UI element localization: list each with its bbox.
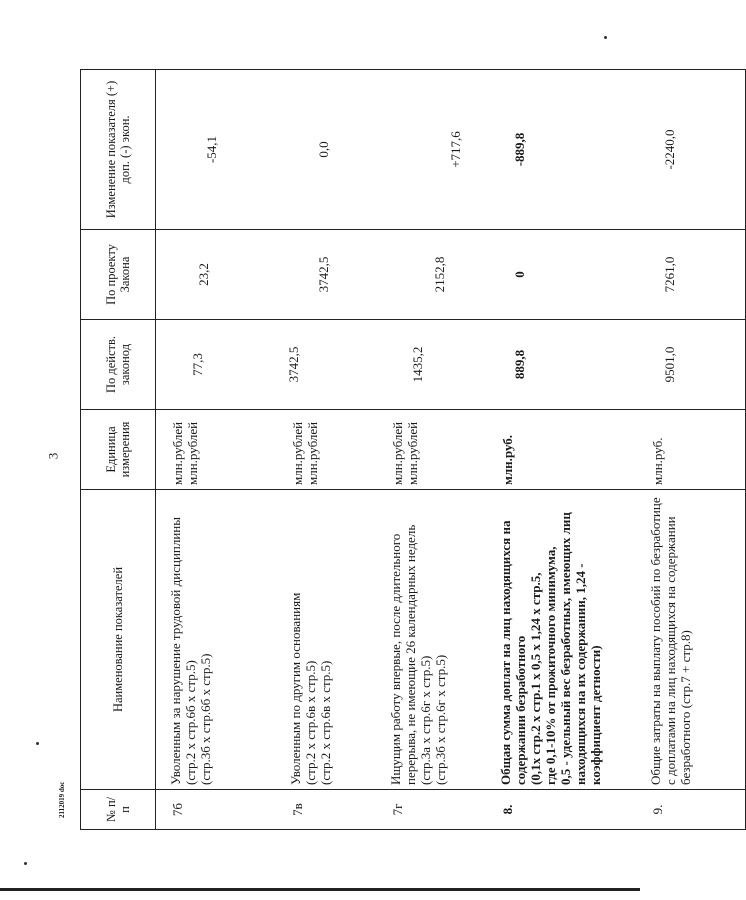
row-name-line: безработного (стр.7 + стр.8) (677, 630, 693, 785)
row-name-line: Уволенным за нарушение трудовой дисциплины (168, 517, 183, 785)
row-number: 7в (276, 790, 376, 830)
row-current: 3742,5 (276, 320, 376, 410)
row-current: 77,3 (156, 320, 276, 410)
row-name-line: содержании безработного (512, 635, 528, 785)
row-unit-line: млн.рублей (289, 421, 305, 485)
row-name (636, 490, 746, 790)
header-current: По действ. законод (81, 320, 156, 410)
row-name-line: (стр.2 х стр.6в х стр.5) (302, 660, 318, 785)
row-name (156, 490, 276, 790)
row-change: -889,8 (486, 70, 636, 230)
row-name-line: (стр.3б х стр.6г х стр.5) (432, 654, 448, 785)
document-code: 2112019 doc (58, 781, 66, 818)
row-name-line: (0,1х стр.2 х стр.1 х 0,5 х 1,24 х стр.5, (527, 572, 543, 785)
row-current: 1435,2 (376, 320, 486, 410)
row-unit (156, 410, 276, 490)
row-project: 7261,0 (636, 230, 746, 320)
row-name-line: Уволенным по другим основаниям (287, 592, 303, 785)
table-body (156, 70, 746, 830)
row-change: 0,0 (276, 70, 376, 230)
row-name-line: 0,5 - удельный вес безработных, имеющих лиц (557, 512, 573, 785)
header-unit: Единица измерения (81, 410, 156, 490)
header-row (81, 70, 156, 830)
row-unit-line: млн.руб. (499, 434, 515, 485)
header-project: По проекту Закона (81, 230, 156, 320)
row-change: -2240,0 (636, 70, 746, 230)
table-row (376, 70, 486, 830)
row-number: 7б (156, 790, 276, 830)
row-unit (276, 410, 376, 490)
row-project: 3742,5 (276, 230, 376, 320)
row-change: +717,6 (376, 70, 486, 230)
table-row (276, 70, 376, 830)
row-unit-line: млн.рублей (170, 421, 185, 485)
header-change: Изменение показателя (+) доп. (-) экон. (81, 70, 156, 230)
table-row (636, 70, 746, 830)
row-name-line: (стр.3б х стр.6б х стр.5) (198, 653, 213, 785)
row-number: 7г (376, 790, 486, 830)
row-name (376, 490, 486, 790)
page-number: 3 (45, 452, 61, 460)
row-name-line: коэффициент детности) (587, 645, 603, 785)
budget-table (80, 69, 746, 830)
row-current: 9501,0 (636, 320, 746, 410)
row-name-line: Общие затраты на выплату пособий по безработице (647, 497, 663, 785)
row-name-line: находящихся на их содержании, 1,24 - (572, 563, 588, 785)
row-project: 23,2 (156, 230, 276, 320)
rotated-table-container (80, 70, 693, 830)
row-name-line: (стр.2 х стр.6б х стр.5) (183, 660, 198, 785)
row-name-line: (стр.2 х стр.6в х стр.5) (317, 660, 333, 785)
row-unit (486, 410, 636, 490)
table-row (156, 70, 276, 830)
header-num: № п/п (81, 790, 156, 830)
bottom-rule (0, 888, 640, 891)
row-name (486, 490, 636, 790)
row-unit-line: млн.рублей (185, 421, 200, 485)
row-unit-line: млн.руб. (649, 437, 665, 485)
header-name: Наименование показателей (81, 490, 156, 790)
row-name-line: перерыва, не имеющие 26 календарных недель (402, 524, 418, 785)
row-name-line: Общая сумма доплат на лиц находящихся на (497, 520, 513, 785)
row-name-line: где 0,1-10% от прожиточного минимума, (542, 546, 558, 785)
row-name-line: с доплатами на лиц находящихся на содержании (662, 516, 678, 785)
speck (24, 862, 27, 865)
row-name-line: (стр.3а х стр.6г х стр.5) (417, 655, 433, 785)
row-unit-line: млн.рублей (404, 421, 420, 485)
speck (604, 36, 607, 39)
row-number: 9. (636, 790, 746, 830)
row-unit (376, 410, 486, 490)
table-row (486, 70, 636, 830)
row-project: 2152,8 (376, 230, 486, 320)
row-unit-line: млн.рублей (389, 421, 405, 485)
row-change: -54,1 (156, 70, 276, 230)
row-name (276, 490, 376, 790)
speck (36, 742, 39, 745)
row-current: 889,8 (486, 320, 636, 410)
row-unit (636, 410, 746, 490)
row-project: 0 (486, 230, 636, 320)
row-name-line: Ищущим работу впервые, после длительного (387, 533, 403, 785)
row-unit-line: млн.рублей (304, 421, 320, 485)
row-number: 8. (486, 790, 636, 830)
